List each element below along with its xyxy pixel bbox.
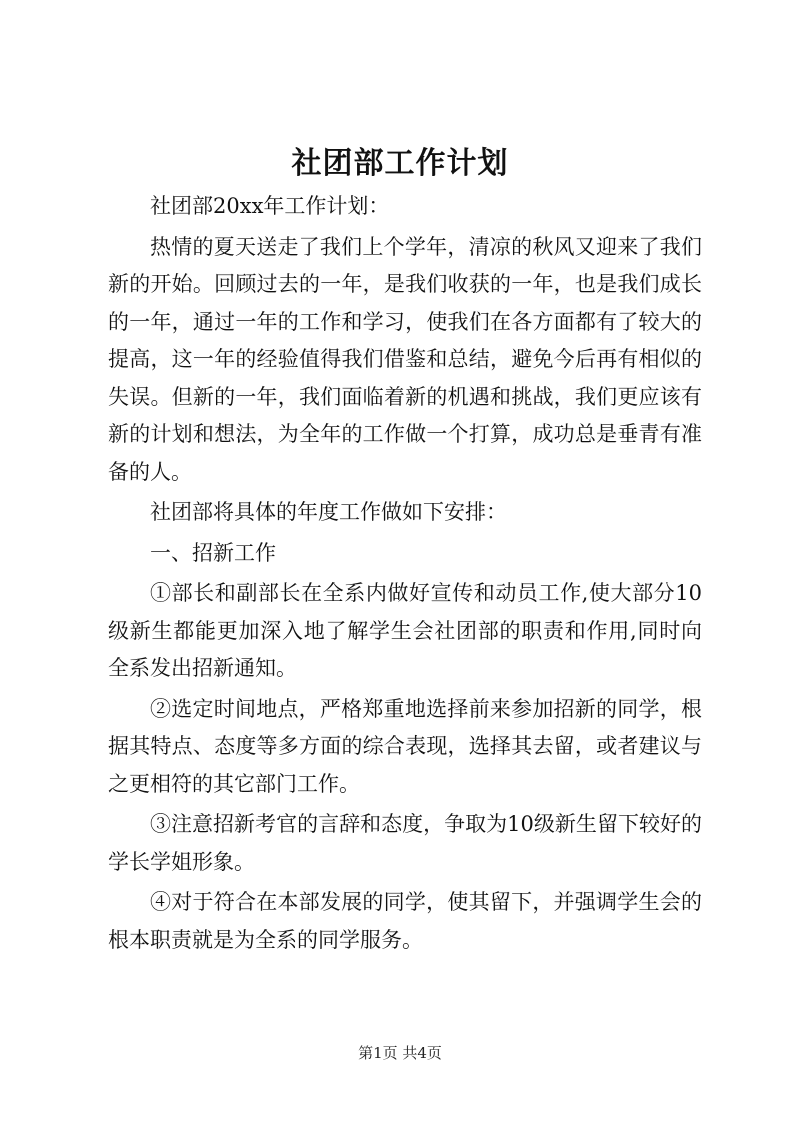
- paragraph-intro: 社团部20xx年工作计划：: [150, 194, 390, 218]
- section-heading-recruitment: 一、招新工作: [150, 540, 276, 565]
- list-item-4: ④对于符合在本部发展的同学，使其留下，并强调学生会的根本职责就是为全系的同学服务。: [108, 890, 702, 952]
- page-footer: 第1页 共4页: [358, 1044, 442, 1062]
- document-title: 社团部工作计划: [291, 146, 509, 181]
- document-body: [108, 188, 702, 962]
- paragraph-arrangement: 社团部将具体的年度工作做如下安排：: [150, 500, 507, 524]
- list-item-3: ③注意招新考官的言辞和态度，争取为10级新生留下较好的学长学姐形象。: [108, 812, 702, 874]
- list-item-2: ②选定时间地点，严格郑重地选择前来参加招新的同学，根据其特点、态度等多方面的综合表现，选择其去留，或者建议与之更相符的其它部门工作。: [108, 696, 702, 796]
- paragraph-overview: 热情的夏天送走了我们上个学年，清凉的秋风又迎来了我们新的开始。回顾过去的一年，是我们收获的一年，也是我们成长的一年，通过一年的工作和学习，使我们在各方面都有了较大的提高，这一年的经验值得我们借鉴和总结，避免今后再有相似的失误。但新的一年，我们面临着新的机遇和挑战，我们更应该有新的计划和想法，为全年的工作做一个打算，成功总是垂青有准备的人。: [108, 234, 702, 484]
- list-item-1: ①部长和副部长在全系内做好宣传和动员工作,使大部分10级新生都能更加深入地了解学生会社团部的职责和作用,同时向全系发出招新通知。: [108, 581, 702, 680]
